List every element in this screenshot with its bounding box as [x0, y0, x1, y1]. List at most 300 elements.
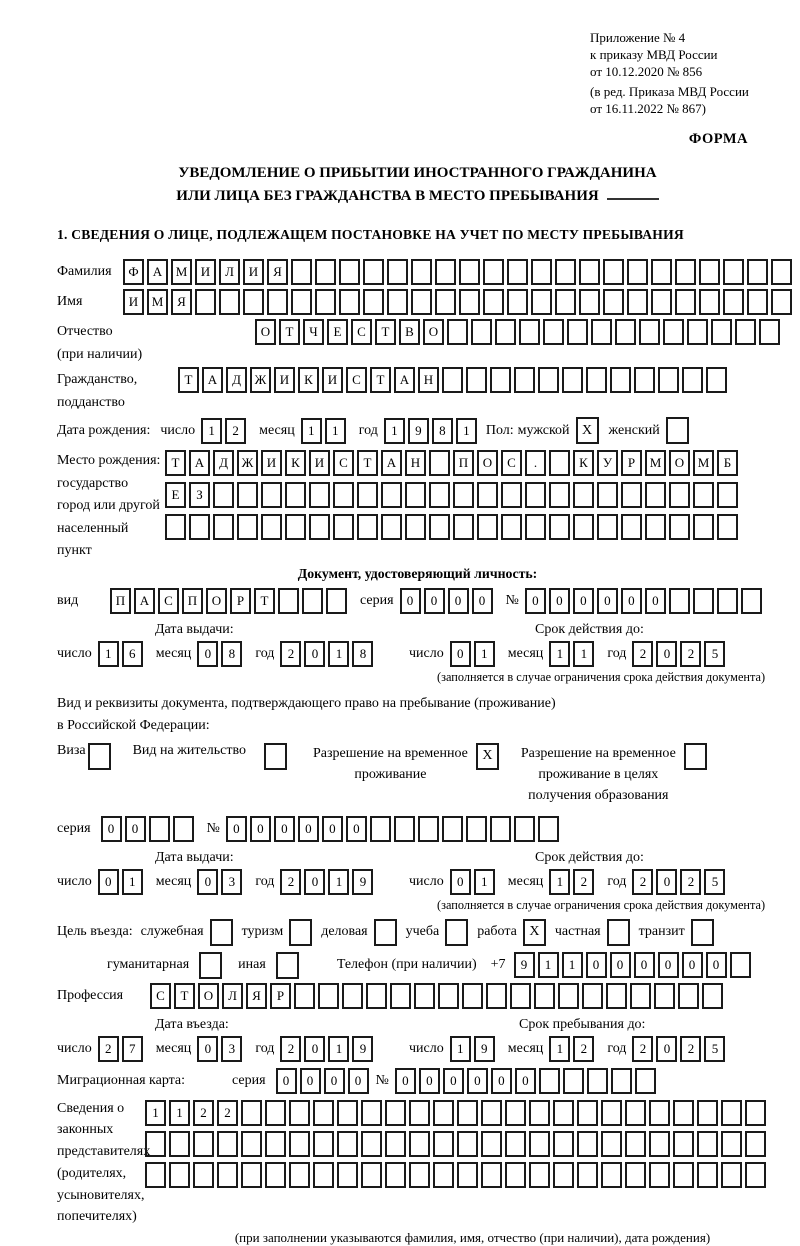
char-cell[interactable] [678, 983, 699, 1009]
char-cell[interactable]: 0 [101, 816, 122, 842]
char-cell[interactable] [261, 482, 282, 508]
char-cell[interactable]: 0 [491, 1068, 512, 1094]
char-cell[interactable]: Т [178, 367, 199, 393]
char-cell[interactable]: Ж [250, 367, 271, 393]
char-cell[interactable] [429, 514, 450, 540]
char-cell[interactable] [553, 1131, 574, 1157]
sex-female-checkbox[interactable] [666, 417, 689, 444]
char-cell[interactable] [538, 816, 559, 842]
char-cell[interactable]: Е [327, 319, 348, 345]
char-cell[interactable]: 0 [250, 816, 271, 842]
char-cell[interactable] [241, 1131, 262, 1157]
char-cell[interactable]: В [399, 319, 420, 345]
char-cell[interactable]: 9 [352, 869, 373, 895]
char-cell[interactable] [717, 514, 738, 540]
char-cell[interactable] [621, 482, 642, 508]
char-cell[interactable]: 2 [680, 1036, 701, 1062]
char-cell[interactable]: 8 [432, 418, 453, 444]
char-cell[interactable] [567, 319, 588, 345]
char-cell[interactable]: П [182, 588, 203, 614]
char-cell[interactable] [165, 514, 186, 540]
char-cell[interactable] [457, 1162, 478, 1188]
char-cell[interactable] [579, 259, 600, 285]
char-cell[interactable]: Л [219, 259, 240, 285]
char-cell[interactable]: Н [405, 450, 426, 476]
char-cell[interactable] [658, 367, 679, 393]
char-cell[interactable] [326, 588, 347, 614]
char-cell[interactable] [453, 482, 474, 508]
char-cell[interactable]: 0 [525, 588, 546, 614]
char-cell[interactable]: 1 [98, 641, 119, 667]
char-cell[interactable]: Т [279, 319, 300, 345]
char-cell[interactable] [539, 1068, 560, 1094]
char-cell[interactable] [213, 514, 234, 540]
char-cell[interactable]: 0 [322, 816, 343, 842]
char-cell[interactable] [505, 1131, 526, 1157]
purpose-study-checkbox[interactable] [445, 919, 468, 946]
char-cell[interactable]: Т [357, 450, 378, 476]
char-cell[interactable] [481, 1131, 502, 1157]
char-cell[interactable] [195, 289, 216, 315]
char-cell[interactable]: 0 [276, 1068, 297, 1094]
char-cell[interactable] [285, 514, 306, 540]
char-cell[interactable] [278, 588, 299, 614]
char-cell[interactable]: 1 [474, 641, 495, 667]
char-cell[interactable]: 7 [122, 1036, 143, 1062]
char-cell[interactable]: М [645, 450, 666, 476]
char-cell[interactable]: С [351, 319, 372, 345]
char-cell[interactable]: А [189, 450, 210, 476]
char-cell[interactable]: Н [418, 367, 439, 393]
char-cell[interactable] [366, 983, 387, 1009]
char-cell[interactable] [562, 367, 583, 393]
char-cell[interactable] [241, 1100, 262, 1126]
char-cell[interactable] [721, 1162, 742, 1188]
char-cell[interactable]: У [597, 450, 618, 476]
char-cell[interactable] [745, 1100, 766, 1126]
char-cell[interactable] [645, 482, 666, 508]
char-cell[interactable] [193, 1162, 214, 1188]
char-cell[interactable] [289, 1100, 310, 1126]
char-cell[interactable] [649, 1162, 670, 1188]
char-cell[interactable]: Т [375, 319, 396, 345]
char-cell[interactable] [313, 1131, 334, 1157]
char-cell[interactable]: М [147, 289, 168, 315]
char-cell[interactable]: Д [213, 450, 234, 476]
char-cell[interactable]: О [206, 588, 227, 614]
char-cell[interactable] [265, 1100, 286, 1126]
char-cell[interactable]: 1 [549, 1036, 570, 1062]
char-cell[interactable] [189, 514, 210, 540]
char-cell[interactable] [169, 1162, 190, 1188]
char-cell[interactable]: Л [222, 983, 243, 1009]
char-cell[interactable] [435, 259, 456, 285]
char-cell[interactable] [610, 367, 631, 393]
char-cell[interactable]: П [453, 450, 474, 476]
char-cell[interactable] [563, 1068, 584, 1094]
char-cell[interactable]: 0 [300, 1068, 321, 1094]
char-cell[interactable] [730, 952, 751, 978]
char-cell[interactable]: С [346, 367, 367, 393]
char-cell[interactable]: 2 [225, 418, 246, 444]
char-cell[interactable]: 2 [217, 1100, 238, 1126]
char-cell[interactable]: 0 [549, 588, 570, 614]
char-cell[interactable]: Т [370, 367, 391, 393]
char-cell[interactable] [333, 514, 354, 540]
char-cell[interactable] [669, 482, 690, 508]
purpose-business-checkbox[interactable] [374, 919, 397, 946]
char-cell[interactable] [337, 1131, 358, 1157]
char-cell[interactable] [438, 983, 459, 1009]
char-cell[interactable]: . [525, 450, 546, 476]
char-cell[interactable] [442, 367, 463, 393]
char-cell[interactable]: 9 [352, 1036, 373, 1062]
char-cell[interactable] [702, 983, 723, 1009]
char-cell[interactable] [577, 1100, 598, 1126]
char-cell[interactable]: 0 [450, 869, 471, 895]
char-cell[interactable]: 1 [328, 641, 349, 667]
char-cell[interactable] [579, 289, 600, 315]
char-cell[interactable] [265, 1131, 286, 1157]
char-cell[interactable] [501, 514, 522, 540]
char-cell[interactable]: И [195, 259, 216, 285]
char-cell[interactable] [531, 289, 552, 315]
char-cell[interactable]: А [381, 450, 402, 476]
char-cell[interactable] [462, 983, 483, 1009]
char-cell[interactable]: 0 [656, 641, 677, 667]
char-cell[interactable] [735, 319, 756, 345]
char-cell[interactable] [481, 1162, 502, 1188]
char-cell[interactable] [553, 1162, 574, 1188]
char-cell[interactable]: 0 [443, 1068, 464, 1094]
char-cell[interactable] [385, 1100, 406, 1126]
char-cell[interactable]: 0 [573, 588, 594, 614]
char-cell[interactable]: И [322, 367, 343, 393]
char-cell[interactable]: 1 [450, 1036, 471, 1062]
char-cell[interactable]: О [255, 319, 276, 345]
char-cell[interactable] [669, 514, 690, 540]
char-cell[interactable]: 2 [280, 641, 301, 667]
char-cell[interactable] [217, 1162, 238, 1188]
char-cell[interactable] [711, 319, 732, 345]
char-cell[interactable] [370, 816, 391, 842]
char-cell[interactable] [601, 1162, 622, 1188]
char-cell[interactable] [337, 1100, 358, 1126]
char-cell[interactable]: 0 [634, 952, 655, 978]
char-cell[interactable] [363, 289, 384, 315]
char-cell[interactable] [555, 289, 576, 315]
char-cell[interactable] [553, 1100, 574, 1126]
char-cell[interactable] [717, 588, 738, 614]
char-cell[interactable] [442, 816, 463, 842]
char-cell[interactable]: 6 [122, 641, 143, 667]
char-cell[interactable] [543, 319, 564, 345]
char-cell[interactable] [687, 319, 708, 345]
char-cell[interactable]: 0 [424, 588, 445, 614]
char-cell[interactable] [433, 1162, 454, 1188]
char-cell[interactable] [549, 482, 570, 508]
char-cell[interactable] [394, 816, 415, 842]
char-cell[interactable]: 8 [221, 641, 242, 667]
char-cell[interactable]: 5 [704, 1036, 725, 1062]
char-cell[interactable]: К [573, 450, 594, 476]
char-cell[interactable] [591, 319, 612, 345]
char-cell[interactable]: 1 [573, 641, 594, 667]
char-cell[interactable]: И [274, 367, 295, 393]
char-cell[interactable]: О [477, 450, 498, 476]
char-cell[interactable]: К [298, 367, 319, 393]
char-cell[interactable] [586, 367, 607, 393]
char-cell[interactable] [237, 482, 258, 508]
char-cell[interactable]: А [394, 367, 415, 393]
char-cell[interactable]: 0 [226, 816, 247, 842]
char-cell[interactable] [387, 289, 408, 315]
char-cell[interactable]: 0 [125, 816, 146, 842]
char-cell[interactable]: 2 [632, 1036, 653, 1062]
char-cell[interactable]: 1 [549, 641, 570, 667]
visa-checkbox[interactable] [88, 743, 111, 770]
char-cell[interactable]: 0 [597, 588, 618, 614]
char-cell[interactable] [318, 983, 339, 1009]
char-cell[interactable] [501, 482, 522, 508]
char-cell[interactable]: 9 [408, 418, 429, 444]
char-cell[interactable] [697, 1162, 718, 1188]
char-cell[interactable]: 0 [419, 1068, 440, 1094]
char-cell[interactable] [477, 482, 498, 508]
char-cell[interactable] [471, 319, 492, 345]
char-cell[interactable]: 0 [450, 641, 471, 667]
char-cell[interactable]: 2 [98, 1036, 119, 1062]
char-cell[interactable] [447, 319, 468, 345]
char-cell[interactable] [309, 514, 330, 540]
char-cell[interactable]: К [285, 450, 306, 476]
purpose-tourism-checkbox[interactable] [289, 919, 312, 946]
char-cell[interactable] [630, 983, 651, 1009]
purpose-private-checkbox[interactable] [607, 919, 630, 946]
char-cell[interactable]: 0 [472, 588, 493, 614]
char-cell[interactable] [309, 482, 330, 508]
char-cell[interactable] [577, 1162, 598, 1188]
char-cell[interactable] [477, 514, 498, 540]
char-cell[interactable] [459, 289, 480, 315]
char-cell[interactable] [339, 289, 360, 315]
char-cell[interactable] [601, 1131, 622, 1157]
char-cell[interactable]: 1 [328, 869, 349, 895]
char-cell[interactable]: 0 [467, 1068, 488, 1094]
char-cell[interactable] [453, 514, 474, 540]
char-cell[interactable]: С [158, 588, 179, 614]
char-cell[interactable] [597, 482, 618, 508]
char-cell[interactable] [483, 259, 504, 285]
char-cell[interactable] [217, 1131, 238, 1157]
char-cell[interactable] [342, 983, 363, 1009]
char-cell[interactable] [721, 1131, 742, 1157]
char-cell[interactable]: П [110, 588, 131, 614]
char-cell[interactable]: 0 [395, 1068, 416, 1094]
char-cell[interactable]: 0 [400, 588, 421, 614]
char-cell[interactable]: С [501, 450, 522, 476]
char-cell[interactable] [741, 588, 762, 614]
char-cell[interactable] [507, 259, 528, 285]
char-cell[interactable] [390, 983, 411, 1009]
char-cell[interactable] [333, 482, 354, 508]
char-cell[interactable] [313, 1162, 334, 1188]
char-cell[interactable]: 0 [706, 952, 727, 978]
char-cell[interactable] [339, 259, 360, 285]
char-cell[interactable] [601, 1100, 622, 1126]
char-cell[interactable] [771, 259, 792, 285]
char-cell[interactable]: Ж [237, 450, 258, 476]
char-cell[interactable] [361, 1100, 382, 1126]
char-cell[interactable] [291, 259, 312, 285]
char-cell[interactable] [651, 289, 672, 315]
char-cell[interactable] [302, 588, 323, 614]
char-cell[interactable]: И [243, 259, 264, 285]
char-cell[interactable]: 0 [515, 1068, 536, 1094]
char-cell[interactable] [615, 319, 636, 345]
char-cell[interactable] [466, 816, 487, 842]
char-cell[interactable] [265, 1162, 286, 1188]
char-cell[interactable] [682, 367, 703, 393]
char-cell[interactable] [433, 1100, 454, 1126]
char-cell[interactable] [573, 482, 594, 508]
char-cell[interactable] [529, 1131, 550, 1157]
char-cell[interactable]: Р [621, 450, 642, 476]
char-cell[interactable]: 1 [328, 1036, 349, 1062]
char-cell[interactable]: Д [226, 367, 247, 393]
char-cell[interactable]: 9 [514, 952, 535, 978]
char-cell[interactable]: 0 [298, 816, 319, 842]
char-cell[interactable] [634, 367, 655, 393]
char-cell[interactable] [627, 259, 648, 285]
char-cell[interactable]: 0 [197, 869, 218, 895]
char-cell[interactable] [558, 983, 579, 1009]
temp-residence-checkbox[interactable]: X [476, 743, 499, 770]
purpose-humanitarian-checkbox[interactable] [199, 952, 222, 979]
char-cell[interactable] [337, 1162, 358, 1188]
char-cell[interactable] [549, 514, 570, 540]
char-cell[interactable] [313, 1100, 334, 1126]
char-cell[interactable]: 2 [680, 641, 701, 667]
char-cell[interactable]: Я [246, 983, 267, 1009]
char-cell[interactable] [289, 1162, 310, 1188]
char-cell[interactable]: 2 [632, 641, 653, 667]
char-cell[interactable]: 2 [632, 869, 653, 895]
char-cell[interactable] [529, 1162, 550, 1188]
char-cell[interactable] [385, 1162, 406, 1188]
char-cell[interactable] [549, 450, 570, 476]
char-cell[interactable] [625, 1131, 646, 1157]
char-cell[interactable]: 0 [586, 952, 607, 978]
char-cell[interactable]: 0 [682, 952, 703, 978]
purpose-other-checkbox[interactable] [276, 952, 299, 979]
char-cell[interactable] [663, 319, 684, 345]
char-cell[interactable] [483, 289, 504, 315]
char-cell[interactable] [381, 514, 402, 540]
char-cell[interactable] [525, 482, 546, 508]
char-cell[interactable]: 2 [280, 1036, 301, 1062]
char-cell[interactable] [582, 983, 603, 1009]
char-cell[interactable] [507, 289, 528, 315]
char-cell[interactable] [409, 1131, 430, 1157]
char-cell[interactable]: 0 [98, 869, 119, 895]
purpose-work-checkbox[interactable]: X [523, 919, 546, 946]
char-cell[interactable] [145, 1162, 166, 1188]
char-cell[interactable] [529, 1100, 550, 1126]
char-cell[interactable] [289, 1131, 310, 1157]
char-cell[interactable]: 1 [122, 869, 143, 895]
char-cell[interactable] [649, 1131, 670, 1157]
char-cell[interactable] [411, 289, 432, 315]
char-cell[interactable]: Р [270, 983, 291, 1009]
purpose-official-checkbox[interactable] [210, 919, 233, 946]
char-cell[interactable]: 1 [145, 1100, 166, 1126]
char-cell[interactable] [237, 514, 258, 540]
char-cell[interactable]: 9 [474, 1036, 495, 1062]
char-cell[interactable] [429, 450, 450, 476]
char-cell[interactable] [621, 514, 642, 540]
char-cell[interactable]: 1 [562, 952, 583, 978]
char-cell[interactable]: 0 [621, 588, 642, 614]
char-cell[interactable]: 0 [304, 869, 325, 895]
char-cell[interactable]: 1 [538, 952, 559, 978]
char-cell[interactable] [466, 367, 487, 393]
char-cell[interactable] [514, 367, 535, 393]
char-cell[interactable] [505, 1100, 526, 1126]
char-cell[interactable]: 8 [352, 641, 373, 667]
char-cell[interactable]: Т [254, 588, 275, 614]
char-cell[interactable]: Е [165, 482, 186, 508]
char-cell[interactable]: 0 [324, 1068, 345, 1094]
char-cell[interactable] [625, 1100, 646, 1126]
char-cell[interactable]: 1 [301, 418, 322, 444]
char-cell[interactable] [490, 816, 511, 842]
char-cell[interactable] [675, 259, 696, 285]
char-cell[interactable] [241, 1162, 262, 1188]
char-cell[interactable]: И [309, 450, 330, 476]
char-cell[interactable]: З [189, 482, 210, 508]
char-cell[interactable]: А [202, 367, 223, 393]
char-cell[interactable] [414, 983, 435, 1009]
temp-residence-edu-checkbox[interactable] [684, 743, 707, 770]
char-cell[interactable] [385, 1131, 406, 1157]
char-cell[interactable] [639, 319, 660, 345]
char-cell[interactable]: Ч [303, 319, 324, 345]
char-cell[interactable] [697, 1100, 718, 1126]
char-cell[interactable]: А [147, 259, 168, 285]
char-cell[interactable] [745, 1162, 766, 1188]
char-cell[interactable] [673, 1100, 694, 1126]
char-cell[interactable] [457, 1100, 478, 1126]
char-cell[interactable] [405, 514, 426, 540]
char-cell[interactable] [411, 259, 432, 285]
char-cell[interactable] [627, 289, 648, 315]
char-cell[interactable]: 0 [656, 869, 677, 895]
char-cell[interactable]: 0 [304, 1036, 325, 1062]
char-cell[interactable] [649, 1100, 670, 1126]
char-cell[interactable]: 5 [704, 869, 725, 895]
char-cell[interactable]: М [693, 450, 714, 476]
char-cell[interactable]: Я [267, 259, 288, 285]
char-cell[interactable]: 2 [280, 869, 301, 895]
char-cell[interactable]: С [333, 450, 354, 476]
char-cell[interactable] [534, 983, 555, 1009]
char-cell[interactable]: А [134, 588, 155, 614]
char-cell[interactable] [697, 1131, 718, 1157]
char-cell[interactable]: 1 [474, 869, 495, 895]
char-cell[interactable] [315, 289, 336, 315]
char-cell[interactable] [611, 1068, 632, 1094]
